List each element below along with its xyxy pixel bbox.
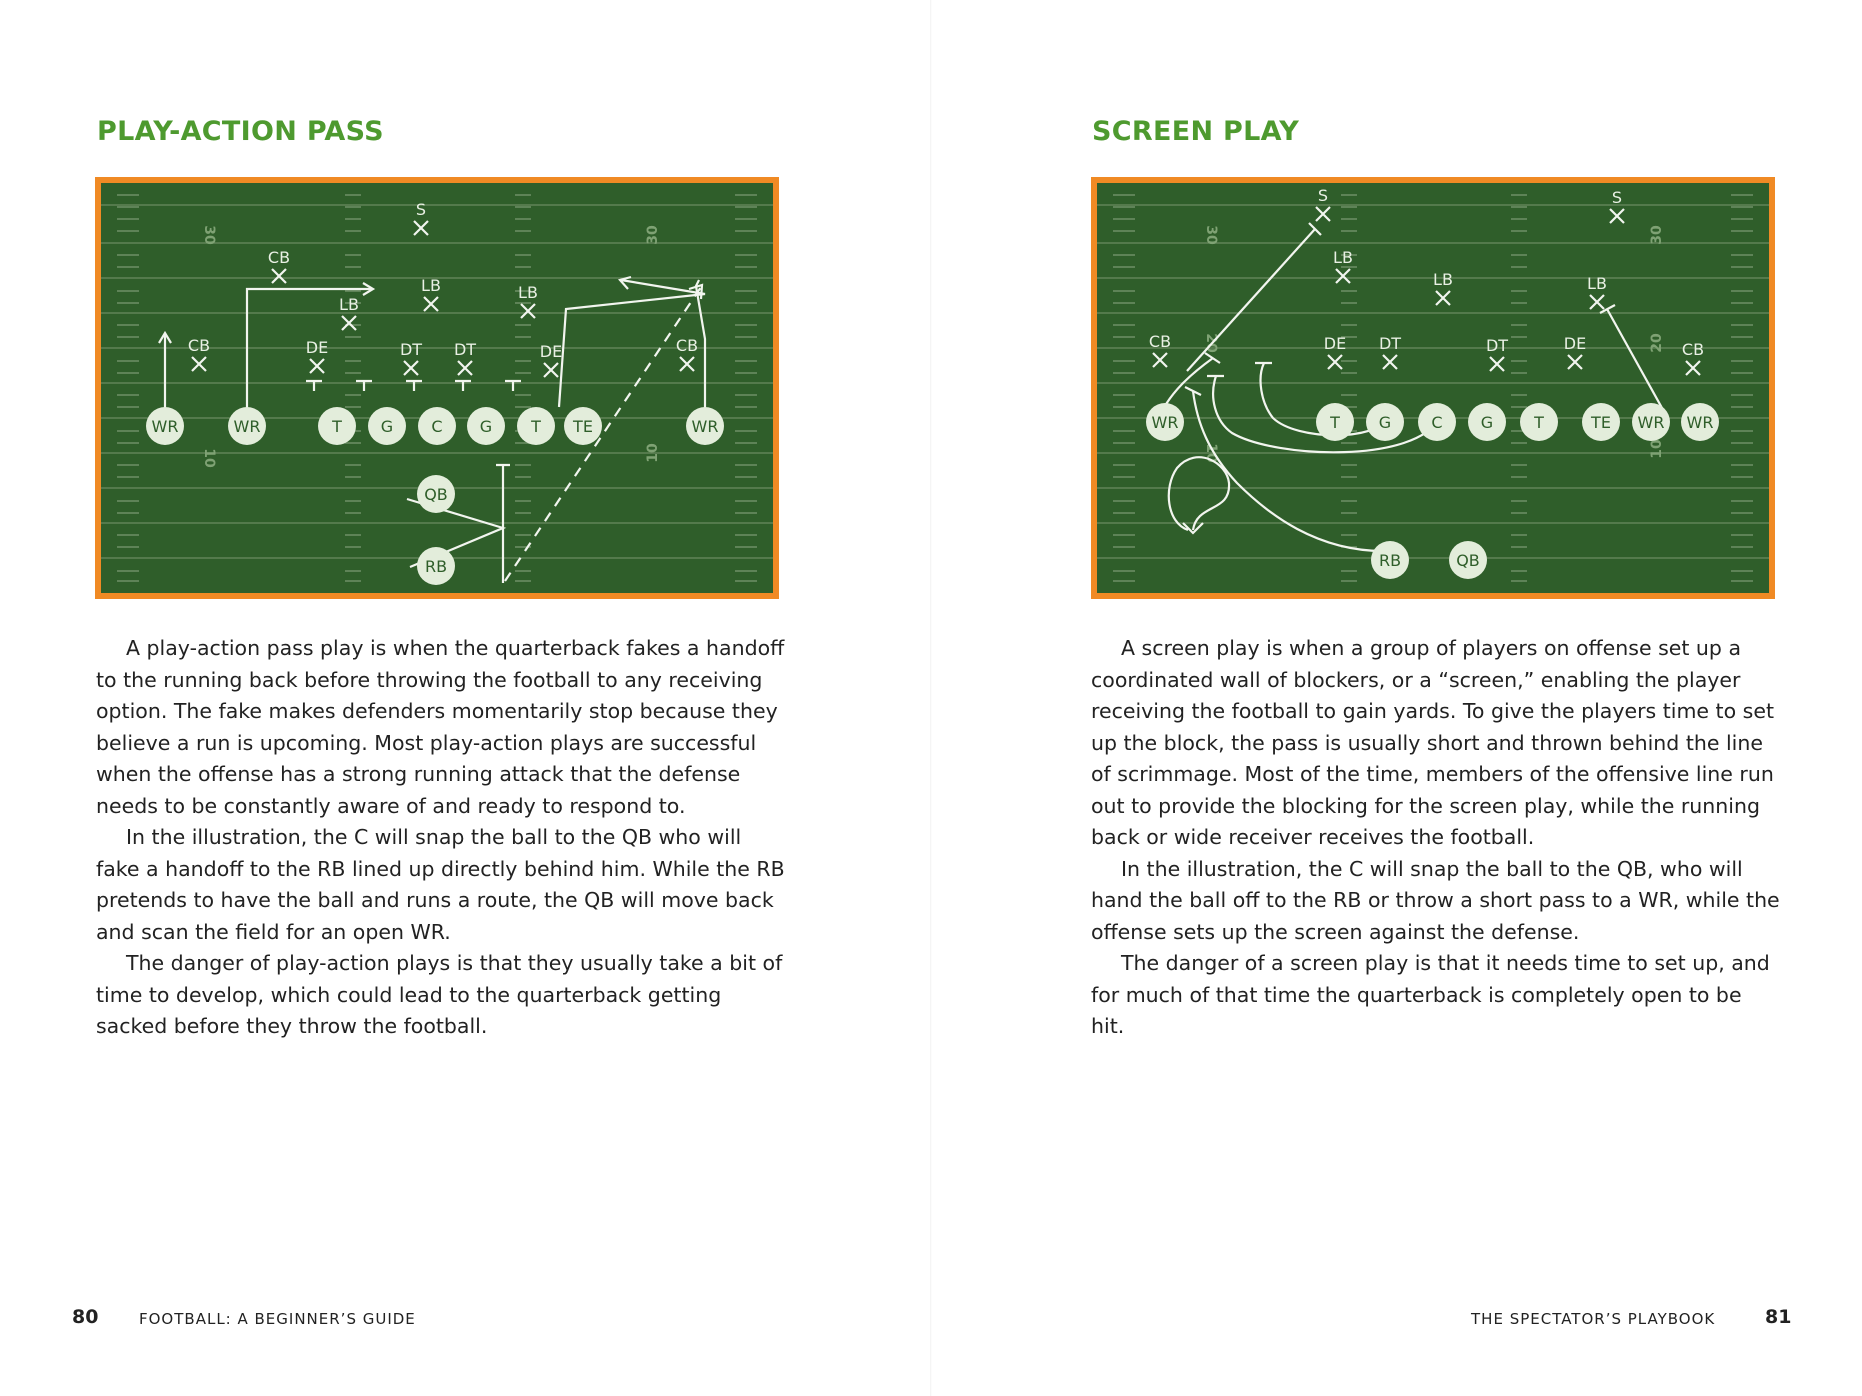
paragraph: A screen play is when a group of players on offense set up a coordinated wall of blockers, or a “screen,” enabling the player receiving the football to gain yards. To give the players time to set up the block, the pass is usually short and thrown behind the line of scrimmage. Most of the time, members of the offensive line run out to provide the blocking for the screen play, while the running back or wide receiver receives the football. <box>1091 636 1774 849</box>
x-mark-icon <box>1328 355 1342 369</box>
defense-s: S <box>415 200 427 219</box>
player-label: WR <box>1686 413 1714 432</box>
running-head: FOOTBALL: A BEGINNER’S GUIDE <box>139 1310 416 1328</box>
x-mark-icon <box>1153 353 1167 367</box>
player-label: T <box>531 417 541 436</box>
x-mark-icon <box>1316 207 1330 221</box>
defense-dt: DT <box>1485 336 1509 355</box>
x-mark-icon <box>1490 357 1504 371</box>
player-label: G <box>1378 413 1392 432</box>
defense-dt: DT <box>399 340 423 359</box>
x-mark-icon <box>544 363 558 377</box>
x-mark-icon <box>1568 355 1582 369</box>
route-lines <box>1157 223 1667 551</box>
player-label: G <box>1480 413 1494 432</box>
defense-lb: LB <box>421 276 441 295</box>
defense-dt: DT <box>1378 334 1402 353</box>
player-label: QB <box>424 485 448 504</box>
x-mark-icon <box>1610 209 1624 223</box>
x-mark-icon <box>1590 295 1604 309</box>
defense-lb: LB <box>518 283 538 302</box>
player-label: QB <box>1456 551 1480 570</box>
yard-number: 30 <box>1203 225 1219 245</box>
player-label: TE <box>1591 413 1611 432</box>
x-mark-icon <box>1336 269 1350 283</box>
yard-number: 10 <box>1203 443 1219 463</box>
player-label: T <box>1534 413 1544 432</box>
defense-lb: LB <box>1333 248 1353 267</box>
offense-players <box>1146 403 1719 579</box>
paragraph: In the illustration, the C will snap the ball to the QB, who will hand the ball off to the RB or throw a short pass to a WR, while the offense sets up the screen against the defense. <box>1091 856 1780 944</box>
paragraph: In the illustration, the C will snap the ball to the QB who will fake a handoff to the RB lined up directly behind him. While the RB pretends to have the ball and runs a route, the QB will move back and scan the field for an open WR. <box>96 825 785 944</box>
yard-number: 10 <box>1649 439 1665 459</box>
defense-s: S <box>1611 188 1623 207</box>
defense-cb: CB <box>1148 332 1172 351</box>
defense-s: S <box>1317 186 1329 205</box>
play-action-diagram <box>95 177 779 599</box>
right-page <box>931 0 1862 1396</box>
page-number: 81 <box>1765 1306 1792 1328</box>
defense-lb: LB <box>1433 270 1453 289</box>
player-label: T <box>1330 413 1340 432</box>
player-label: G <box>479 417 493 436</box>
x-mark-icon <box>414 221 428 235</box>
screen-play-diagram <box>1091 177 1775 599</box>
defense-de: DE <box>1323 334 1347 353</box>
page-number: 80 <box>72 1306 99 1328</box>
defense-de: DE <box>305 338 329 357</box>
player-label: WR <box>691 417 719 436</box>
play-action-field-svg <box>101 183 773 593</box>
defense-cb: CB <box>267 248 291 267</box>
defense-cb: CB <box>675 336 699 355</box>
yard-number: 30 <box>201 225 217 245</box>
x-mark-icon <box>192 357 206 371</box>
player-label: WR <box>233 417 261 436</box>
defense-de: DE <box>1563 334 1587 353</box>
x-mark-icon <box>1383 355 1397 369</box>
player-label: G <box>380 417 394 436</box>
x-mark-icon <box>342 316 356 330</box>
x-mark-icon <box>310 359 324 373</box>
defense-lb: LB <box>339 295 359 314</box>
player-label: WR <box>1637 413 1665 432</box>
player-label: T <box>332 417 342 436</box>
x-mark-icon <box>404 361 418 375</box>
play-action-description <box>96 633 786 1043</box>
play-action-title: PLAY-ACTION PASS <box>97 116 384 147</box>
paragraph: The danger of a screen play is that it needs time to set up, and for much of that time the quarterback is completely open to be hit. <box>1091 951 1770 1038</box>
field-grid <box>101 195 773 581</box>
yard-number: 10 <box>645 443 661 463</box>
x-mark-icon <box>521 304 535 318</box>
yard-number: 20 <box>1649 333 1665 353</box>
x-mark-icon <box>1686 361 1700 375</box>
defense-dt: DT <box>453 340 477 359</box>
defense-marks <box>1149 186 1704 375</box>
screen-play-title: SCREEN PLAY <box>1092 116 1300 147</box>
screen-play-field-svg <box>1097 183 1769 593</box>
paragraph: A play-action pass play is when the quarterback fakes a handoff to the running back before throwing the football to any receiving option. The fake makes defenders momentarily stop because they believe a run is upcoming. Most play-action plays are successful when the offense has a strong running attack that the defense needs to be constantly aware of and ready to respond to. <box>96 636 785 818</box>
yard-number: 30 <box>1649 225 1665 245</box>
player-label: C <box>1431 413 1443 432</box>
defense-de: DE <box>539 342 563 361</box>
yard-number: 30 <box>645 225 661 245</box>
defense-cb: CB <box>1681 340 1705 359</box>
field-grid <box>1097 195 1769 581</box>
defense-cb: CB <box>187 336 211 355</box>
player-label: RB <box>424 557 448 576</box>
player-label: WR <box>1151 413 1179 432</box>
x-mark-icon <box>424 297 438 311</box>
x-mark-icon <box>272 269 286 283</box>
player-label: WR <box>151 417 179 436</box>
defense-lb: LB <box>1587 274 1607 293</box>
player-label: TE <box>573 417 593 436</box>
player-label: RB <box>1378 551 1402 570</box>
screen-play-description <box>1091 633 1781 1043</box>
x-mark-icon <box>680 357 694 371</box>
yard-number: 20 <box>1203 333 1219 353</box>
player-label: C <box>431 417 443 436</box>
yard-number: 10 <box>201 448 217 468</box>
running-head: THE SPECTATOR’S PLAYBOOK <box>1471 1310 1716 1328</box>
x-mark-icon <box>1436 291 1450 305</box>
paragraph: The danger of play-action plays is that they usually take a bit of time to develop, which could lead to the quarterback getting sacked before they throw the football. <box>96 951 783 1038</box>
x-mark-icon <box>458 361 472 375</box>
